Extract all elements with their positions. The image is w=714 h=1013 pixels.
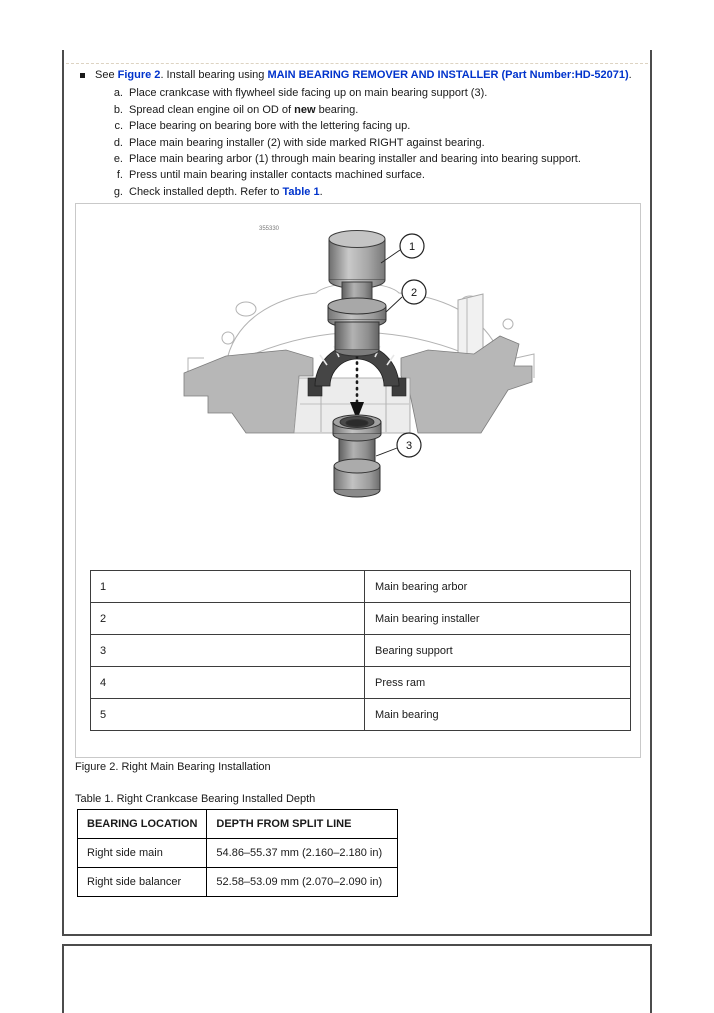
next-section-box [62, 944, 652, 1013]
main-bearing-installer [328, 298, 386, 356]
legend-row [90, 698, 631, 731]
text-segment: Place crankcase with flywheel side facing up on main bearing support (3). [129, 87, 488, 100]
callout-2 [386, 280, 426, 312]
callout-3-number: 3 [405, 440, 413, 452]
content-section-box [62, 50, 652, 936]
step-label: d. [113, 136, 123, 149]
bullet-item [64, 67, 650, 83]
instruction-step [64, 151, 650, 167]
spec-header-location: BEARING LOCATION [78, 810, 207, 839]
figure-2-link[interactable]: Figure 2 [117, 69, 161, 81]
step-text [123, 85, 487, 101]
step-text [123, 167, 425, 183]
text-segment: new [294, 103, 316, 116]
legend-number: 3 [91, 635, 365, 666]
spec-table-header-row [78, 810, 398, 839]
legend-number: 1 [91, 571, 365, 602]
table-1-link[interactable]: Table 1 [282, 185, 320, 198]
text-segment: . Install bearing using [160, 69, 268, 81]
step-label: c. [114, 120, 123, 133]
callout-1-number: 1 [408, 241, 416, 253]
legend-description: Main bearing installer [375, 612, 480, 625]
spec-table-row [78, 868, 398, 897]
callout-3 [376, 433, 421, 457]
figure-legend-table [90, 570, 631, 731]
spec-table-body [78, 839, 398, 897]
spec-table-row [78, 839, 398, 868]
legend-number: 4 [91, 667, 365, 698]
list-bullet-icon [80, 73, 85, 78]
callout-1 [381, 234, 424, 263]
step-text [123, 151, 581, 167]
legend-row [90, 570, 631, 603]
legend-number: 5 [91, 699, 365, 730]
figure-caption: Figure 2. Right Main Bearing Installation [75, 761, 271, 773]
text-segment: See [95, 69, 118, 81]
instruction-block [64, 67, 650, 200]
bearing-location-cell: Right side balancer [78, 868, 207, 897]
page-continuation-divider [66, 63, 648, 64]
legend-row [90, 666, 631, 699]
legend-row [90, 634, 631, 667]
instruction-step [64, 135, 650, 151]
legend-description: Press ram [375, 676, 426, 689]
text-segment: Check installed depth. Refer to [129, 185, 283, 198]
step-label: e. [113, 153, 123, 166]
bearing-depth-table [77, 809, 398, 897]
steps-list [64, 85, 650, 200]
instruction-step [64, 102, 650, 118]
callout-2-number: 2 [410, 287, 418, 299]
step-label: g. [113, 185, 123, 198]
text-segment: . [319, 185, 323, 198]
legend-description: Bearing support [375, 644, 453, 657]
step-text [123, 184, 323, 200]
main-bearing-arbor [329, 231, 385, 309]
spec-header-depth: DEPTH FROM SPLIT LINE [207, 810, 398, 839]
instruction-step [64, 118, 650, 134]
step-label: b. [113, 103, 123, 116]
table-caption: Table 1. Right Crankcase Bearing Installed Depth [75, 793, 316, 805]
figure-image-label: 355330 [259, 226, 280, 232]
step-text [123, 118, 410, 134]
step-text [123, 135, 485, 151]
step-label: f. [116, 169, 123, 182]
text-segment: Spread clean engine oil on OD of [129, 103, 295, 116]
legend-description: Main bearing arbor [375, 580, 468, 593]
bearing-installation-diagram [76, 208, 640, 568]
legend-description: Main bearing [375, 708, 439, 721]
step-label: a. [113, 87, 123, 100]
text-segment: Press until main bearing installer contacts machined surface. [129, 169, 425, 182]
instruction-step [64, 167, 650, 183]
bearing-support [333, 415, 381, 497]
depth-value-cell: 52.58–53.09 mm (2.070–2.090 in) [207, 868, 398, 897]
text-segment: Place main bearing installer (2) with side marked RIGHT against bearing. [129, 136, 485, 149]
text-segment: bearing. [315, 103, 359, 116]
bullet-text [95, 67, 632, 83]
text-segment: Place main bearing arbor (1) through main bearing installer and bearing into bearing support. [129, 153, 581, 166]
instruction-step [64, 85, 650, 101]
legend-number: 2 [91, 603, 365, 634]
step-text [123, 102, 358, 118]
legend-row [90, 602, 631, 635]
text-segment: Place bearing on bearing bore with the lettering facing up. [129, 120, 411, 133]
part-number-link[interactable]: MAIN BEARING REMOVER AND INSTALLER (Part Number:HD-52071) [267, 69, 629, 81]
diagram-wrap [76, 208, 640, 568]
text-segment: . [628, 69, 632, 81]
bearing-location-cell: Right side main [78, 839, 207, 868]
instruction-step [64, 184, 650, 200]
figure-panel [75, 203, 641, 758]
depth-value-cell: 54.86–55.37 mm (2.160–2.180 in) [207, 839, 398, 868]
